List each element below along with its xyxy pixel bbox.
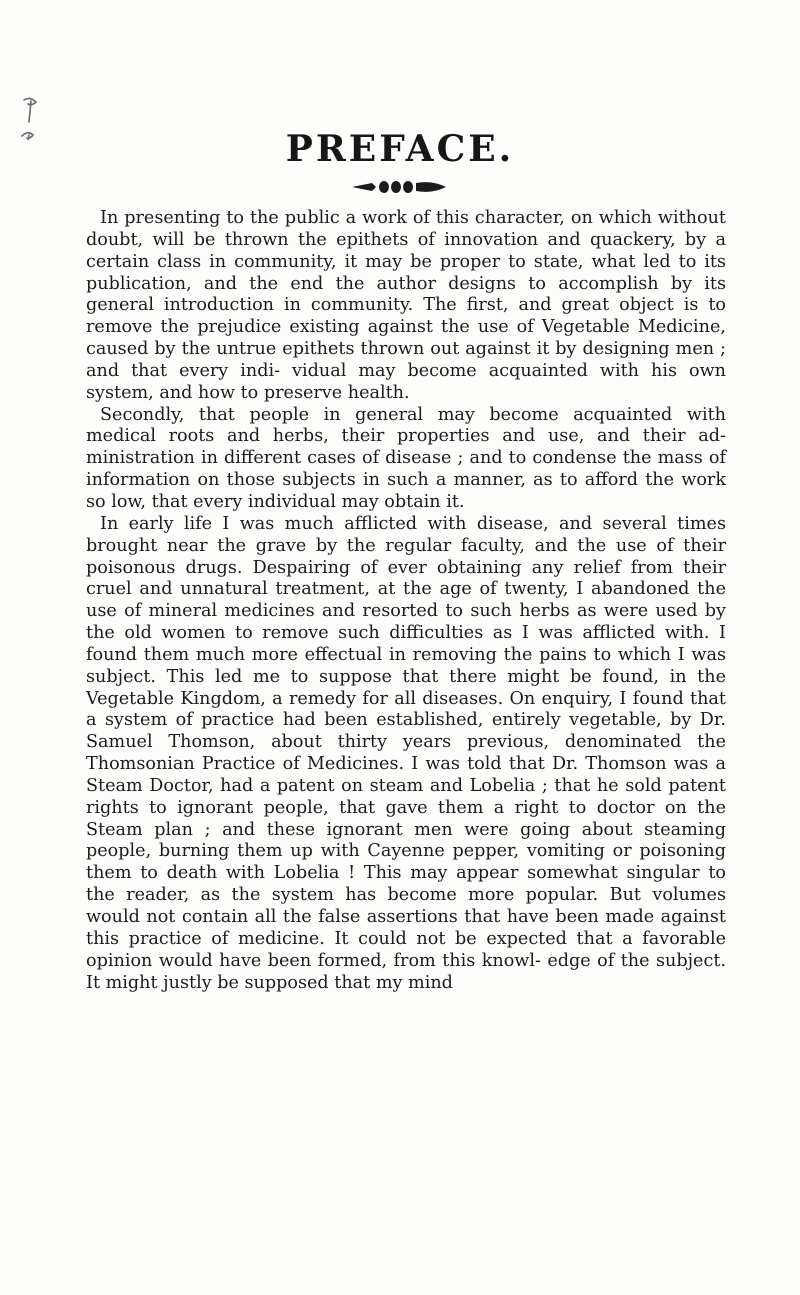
- page-title: PREFACE.: [285, 128, 515, 170]
- paragraph: Secondly, that people in general may become acquainted with medical roots and herbs, their properties and use, and their ad- ministration in different cases of disease ; and to condense the mass of information on those subjects in such a manner, as to afford the work so low, that every individual may obtain it.: [86, 404, 726, 512]
- preface-text: [86, 208, 726, 994]
- ornament-flourish: [350, 176, 450, 198]
- margin-pencil-marks: [0, 0, 60, 140]
- paragraph: In presenting to the public a work of this character, on which without doubt, will be thrown the epithets of innovation and quackery, by a certain class in community, it may be proper to state, what led to its publication, and the end the author designs to accomplish by its general introduction in community. The first, and great object is to remove the prejudice existing against the use of Vegetable Medicine, caused by the untrue epithets thrown out against it by designing men ; and that every indi- vidual may become acquainted with his own system, and how to preserve health.: [86, 208, 726, 403]
- paragraph: In early life I was much afflicted with disease, and several times brought near the grave by the regular faculty, and the use of their poisonous drugs. Despairing of ever obtaining any relief from their cruel and unnatural treatment, at the age of twenty, I abandoned the use of mineral medicines and resorted to such herbs as were used by the old women to remove such difficulties as I was afflicted with. I found them much more effectual in removing the pains to which I was subject. This led me to suppose that there might be found, in the Vegetable Kingdom, a remedy for all diseases. On enquiry, I found that a system of practice had been established, entirely vegetable, by Dr. Samuel Thomson, about thirty years previous, denominated the Thomsonian Practice of Medicines. I was told that Dr. Thomson was a Steam Doctor, had a patent on steam and Lobelia ; that he sold patent rights to ignorant people, that gave them a right to doctor on the Steam plan ; and these ignorant men were going about steaming people, burning them up with Cayenne pepper, vomiting or poisoning them to death with Lobelia ! This may appear somewhat singular to the reader, as the system has become more popular. But volumes would not contain all the false assertions that have been made against this practice of medicine. It could not be expected that a favorable opinion would have been formed, from this knowl- edge of the subject. It might justly be supposed that my mind: [86, 513, 726, 993]
